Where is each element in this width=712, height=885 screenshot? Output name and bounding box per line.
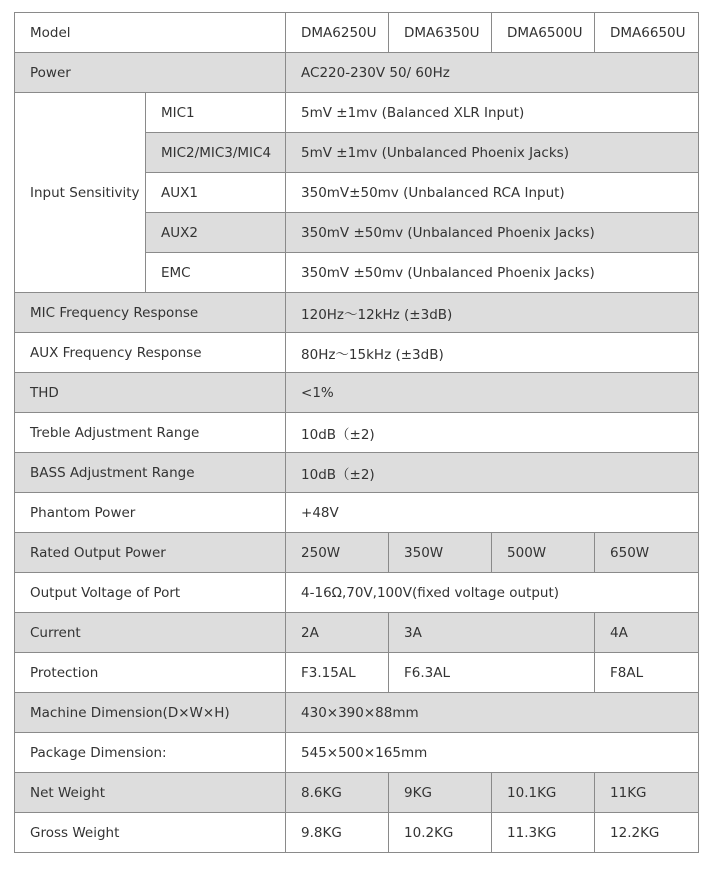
- value-cell: 2A: [286, 613, 389, 653]
- value-cell: 500W: [492, 533, 595, 573]
- value-cell: 9.8KG: [286, 813, 389, 853]
- model-cell: DMA6650U: [595, 13, 699, 53]
- value-cell: 650W: [595, 533, 699, 573]
- row-value: 350mV ±50mv (Unbalanced Phoenix Jacks): [286, 253, 699, 293]
- row-label: Package Dimension:: [15, 733, 286, 773]
- row-gross-weight: [15, 813, 699, 853]
- row-power: [15, 53, 699, 93]
- row-label: AUX Frequency Response: [15, 333, 286, 373]
- row-label: Treble Adjustment Range: [15, 413, 286, 453]
- row-value: 4-16Ω,70V,100V(fixed voltage output): [286, 573, 699, 613]
- value-cell: F6.3AL: [389, 653, 595, 693]
- row-value: 80Hz～15kHz (±3dB): [286, 333, 699, 373]
- port-label: AUX1: [146, 173, 286, 213]
- row-aux-frequency: [15, 333, 699, 373]
- row-protection: [15, 653, 699, 693]
- row-label: Machine Dimension(D×W×H): [15, 693, 286, 733]
- row-input-mic1: [15, 93, 699, 133]
- row-label: Rated Output Power: [15, 533, 286, 573]
- row-value: <1%: [286, 373, 699, 413]
- row-label: Phantom Power: [15, 493, 286, 533]
- row-label: Power: [15, 53, 286, 93]
- value-cell: 10.2KG: [389, 813, 492, 853]
- row-label: Protection: [15, 653, 286, 693]
- row-net-weight: [15, 773, 699, 813]
- row-package-dimension: [15, 733, 699, 773]
- row-output-voltage: [15, 573, 699, 613]
- value-cell: 250W: [286, 533, 389, 573]
- model-cell: DMA6250U: [286, 13, 389, 53]
- row-value: 120Hz～12kHz (±3dB): [286, 293, 699, 333]
- value-cell: 4A: [595, 613, 699, 653]
- value-cell: 11KG: [595, 773, 699, 813]
- row-value: 545×500×165mm: [286, 733, 699, 773]
- row-mic-frequency: [15, 293, 699, 333]
- port-label: AUX2: [146, 213, 286, 253]
- value-cell: 3A: [389, 613, 595, 653]
- row-label: Current: [15, 613, 286, 653]
- row-label: Net Weight: [15, 773, 286, 813]
- row-value: 350mV±50mv (Unbalanced RCA Input): [286, 173, 699, 213]
- row-treble: [15, 413, 699, 453]
- value-cell: 9KG: [389, 773, 492, 813]
- row-label: Output Voltage of Port: [15, 573, 286, 613]
- row-label: Model: [15, 13, 286, 53]
- row-value: 350mV ±50mv (Unbalanced Phoenix Jacks): [286, 213, 699, 253]
- value-cell: 11.3KG: [492, 813, 595, 853]
- value-cell: 12.2KG: [595, 813, 699, 853]
- row-value: AC220-230V 50/ 60Hz: [286, 53, 699, 93]
- port-label: EMC: [146, 253, 286, 293]
- row-value: +48V: [286, 493, 699, 533]
- row-label: BASS Adjustment Range: [15, 453, 286, 493]
- model-cell: DMA6350U: [389, 13, 492, 53]
- row-current: [15, 613, 699, 653]
- value-cell: F3.15AL: [286, 653, 389, 693]
- row-thd: [15, 373, 699, 413]
- port-label: MIC1: [146, 93, 286, 133]
- row-value: 10dB（±2): [286, 453, 699, 493]
- input-sensitivity-label: Input Sensitivity: [15, 93, 146, 293]
- row-label: MIC Frequency Response: [15, 293, 286, 333]
- row-rated-output: [15, 533, 699, 573]
- port-label: MIC2/MIC3/MIC4: [146, 133, 286, 173]
- row-bass: [15, 453, 699, 493]
- model-cell: DMA6500U: [492, 13, 595, 53]
- row-value: 430×390×88mm: [286, 693, 699, 733]
- row-model: [15, 13, 699, 53]
- row-value: 5mV ±1mv (Unbalanced Phoenix Jacks): [286, 133, 699, 173]
- row-value: 10dB（±2): [286, 413, 699, 453]
- row-phantom-power: [15, 493, 699, 533]
- row-label: Gross Weight: [15, 813, 286, 853]
- value-cell: F8AL: [595, 653, 699, 693]
- spec-table: [14, 12, 699, 853]
- value-cell: 8.6KG: [286, 773, 389, 813]
- row-machine-dimension: [15, 693, 699, 733]
- value-cell: 350W: [389, 533, 492, 573]
- value-cell: 10.1KG: [492, 773, 595, 813]
- row-value: 5mV ±1mv (Balanced XLR Input): [286, 93, 699, 133]
- row-label: THD: [15, 373, 286, 413]
